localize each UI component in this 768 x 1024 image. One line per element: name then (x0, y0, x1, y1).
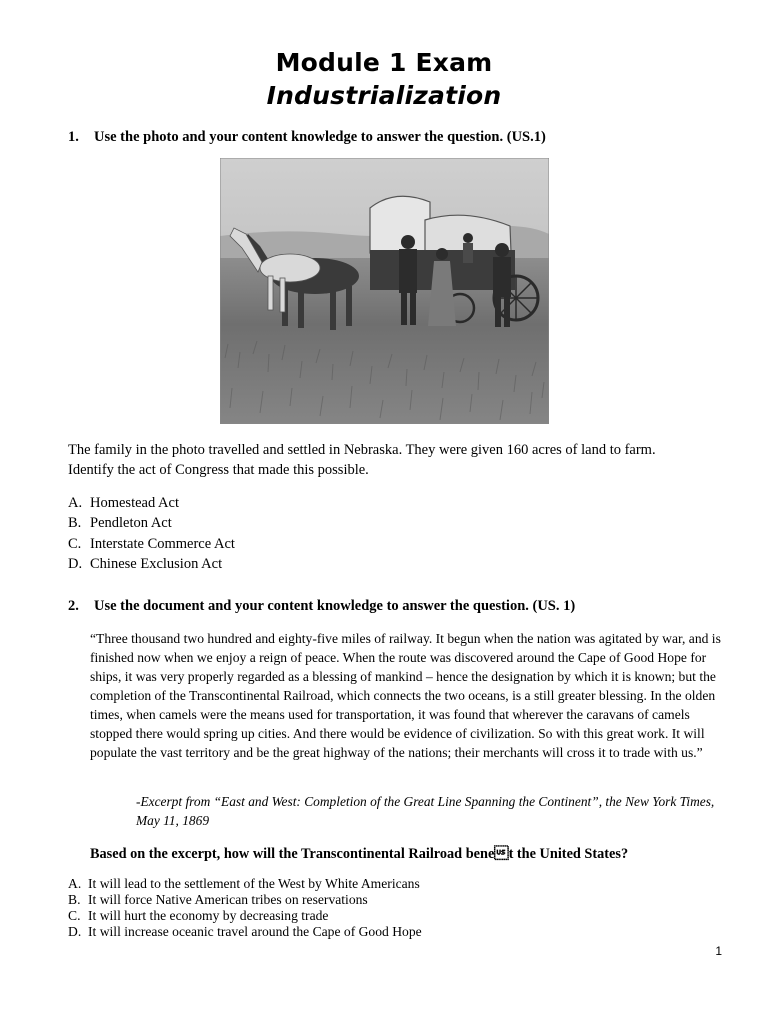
question-1-text: Use the photo and your content knowledge to answer the question. (US.1) (94, 129, 546, 145)
question-1-option-d[interactable]: D. Chinese Exclusion Act (68, 555, 223, 572)
page-number: 1 (715, 944, 722, 958)
exam-subtitle: Industrialization (266, 81, 502, 110)
question-1-option-c[interactable]: C. Interstate Commerce Act (68, 535, 235, 552)
question-2-option-c[interactable]: C. It will hurt the economy by decreasing trade (68, 908, 329, 923)
document-excerpt: “Three thousand two hundred and eighty-five miles of railway. It begun when the nation was agitated by war, and is finished now when we enjoy a reign of peace. When the route was discovered around the Cape of Good Hope for ships, it was very properly regarded as a blessing of mankind – hence the designation by which it is known; but the completion of the Transcontinental Railroad, which connects the two oceans, is a still greater blessing. In the olden times, when camels were the means used for transportation, it was found that wherever the caravans of camels stopped there would spring up cities. And there would be evidence of civilization. So with this great work. It will populate the vast territory and be the great highway of the nations; their merchants will cross it to trade with us.” (90, 631, 721, 760)
pioneer-family-wagon-photo (220, 158, 549, 424)
question-1-paragraph-line-1: The family in the photo travelled and settled in Nebraska. They were given 160 acres of land to farm. (68, 442, 656, 458)
excerpt-citation: -Excerpt from “East and West: Completion of the Great Line Spanning the Continent”, the New York Times, May 11, 1869 (136, 794, 715, 828)
question-2-text: Use the document and your content knowledge to answer the question. (US. 1) (94, 598, 576, 614)
exam-title: Module 1 Exam (275, 48, 493, 77)
question-2-number: 2. (68, 598, 79, 614)
question-1-paragraph (68, 440, 708, 480)
question-2-option-d[interactable]: D. It will increase oceanic travel around the Cape of Good Hope (68, 924, 422, 939)
question-1-prompt (68, 128, 546, 146)
question-1-option-b[interactable]: B. Pendleton Act (68, 515, 172, 532)
question-2-option-b[interactable]: B. It will force Native American tribes on reservations (68, 892, 368, 907)
question-1-number: 1. (68, 129, 79, 145)
question-1-options (68, 493, 235, 574)
question-1-paragraph-line-2: Identify the act of Congress that made this possible. (68, 462, 369, 478)
question-2-prompt (68, 597, 575, 615)
question-2-option-a[interactable]: A. It will lead to the settlement of the West by White Americans (68, 876, 420, 891)
question-2-sub-question: Based on the excerpt, how will the Transcontinental Railroad bene t the United States? (90, 846, 629, 862)
question-1-option-a[interactable]: A. Homestead Act (68, 495, 179, 511)
question-2-options (68, 876, 422, 940)
